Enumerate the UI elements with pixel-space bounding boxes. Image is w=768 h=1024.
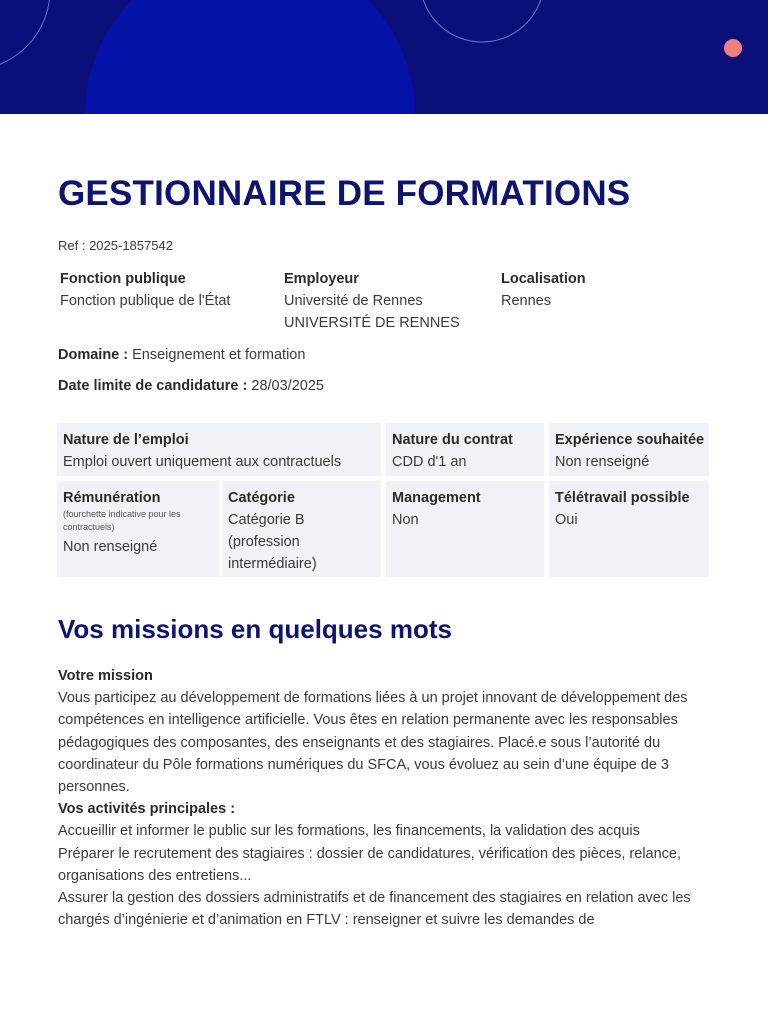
- banner-decoration: [0, 0, 768, 114]
- cell-experience-label: Expérience souhaitée: [555, 432, 705, 448]
- meta-fonction-publique: [60, 268, 230, 312]
- meta-fonction-publique-label: Fonction publique: [60, 271, 186, 287]
- banner-dot: [724, 39, 742, 57]
- job-reference: Ref : 2025-1857542: [58, 238, 173, 253]
- date-limite-label: Date limite de candidature :: [58, 378, 248, 394]
- meta-localisation: [501, 268, 586, 312]
- cell-teletravail-label: Télétravail possible: [555, 490, 690, 506]
- cell-nature-emploi-value: Emploi ouvert uniquement aux contractuels: [63, 454, 342, 470]
- cell-remuneration-label: Rémunération: [63, 490, 161, 506]
- mission-heading: Votre mission: [58, 668, 153, 684]
- cell-remuneration-note: (fourchette indicative pour les contractuels): [63, 509, 181, 532]
- meta-fonction-publique-value: Fonction publique de l'État: [60, 293, 231, 309]
- meta-employeur-value-upper: UNIVERSITÉ DE RENNES: [284, 315, 460, 331]
- banner-outline-circle-right: [420, 0, 544, 42]
- activity-item: Préparer le recrutement des stagiaires : dossier de candidatures, vérification des pièces, relance, organisations des entretiens...: [58, 845, 682, 884]
- cell-categorie-value: Catégorie B (profession intermédiaire): [228, 512, 317, 572]
- meta-employeur-label: Employeur: [284, 271, 359, 287]
- activities-heading: Vos activités principales :: [58, 801, 236, 818]
- job-title: GESTIONNAIRE DE FORMATIONS: [58, 174, 631, 213]
- cell-management-label: Management: [392, 490, 481, 506]
- activity-item: Assurer la gestion des dossiers administratifs et de financement des stagiaires en relation avec les chargés d’ingénierie et d’animation en FTLV : renseigner et suivre les demandes de: [58, 890, 691, 929]
- cell-remuneration: [57, 481, 219, 577]
- cell-nature-contrat-value: CDD d'1 an: [392, 454, 467, 470]
- meta-employeur-value: Université de Rennes: [284, 293, 423, 309]
- cell-teletravail-value: Oui: [555, 512, 578, 528]
- missions-title: Vos missions en quelques mots: [58, 614, 452, 644]
- banner-outline-circle-left: [0, 0, 50, 70]
- meta-localisation-value: Rennes: [501, 293, 551, 309]
- cell-remuneration-value: Non renseigné: [63, 539, 158, 555]
- domaine-line: [58, 344, 305, 366]
- missions-body: [58, 665, 718, 931]
- cell-categorie-label: Catégorie: [228, 490, 295, 506]
- cell-nature-emploi-label: Nature de l’emploi: [63, 432, 189, 448]
- cell-experience-value: Non renseigné: [555, 454, 650, 470]
- cell-management-value: Non: [392, 512, 419, 528]
- date-limite-value: 28/03/2025: [251, 378, 324, 394]
- domaine-value: Enseignement et formation: [132, 347, 306, 363]
- domaine-label: Domaine :: [58, 347, 129, 363]
- cell-management: [386, 481, 544, 577]
- cell-nature-contrat-label: Nature du contrat: [392, 432, 513, 448]
- cell-experience: [549, 423, 709, 476]
- mission-text: Vous participez au développement de formations liées à un projet innovant de développement des compétences en intelligence artificielle. Vous êtes en relation permanente avec les responsables pédagogiques des composantes, des enseignants et des stagiaires. Placé.e sous l’autorité du coordinateur du Pôle formations numériques du SFCA, vous évoluez au sein d’une équipe de 3 personnes.: [58, 690, 688, 796]
- activity-item: Accueillir et informer le public sur les formations, les financements, la validation des acquis: [58, 823, 640, 840]
- meta-localisation-label: Localisation: [501, 271, 586, 287]
- date-limite-line: [58, 375, 324, 397]
- cell-categorie: [222, 481, 381, 577]
- cell-nature-emploi: [57, 423, 381, 476]
- meta-employeur: [284, 268, 460, 334]
- cell-nature-contrat: [386, 423, 544, 476]
- cell-teletravail: [549, 481, 709, 577]
- banner-large-circle: [85, 0, 415, 114]
- header-banner: [0, 0, 768, 114]
